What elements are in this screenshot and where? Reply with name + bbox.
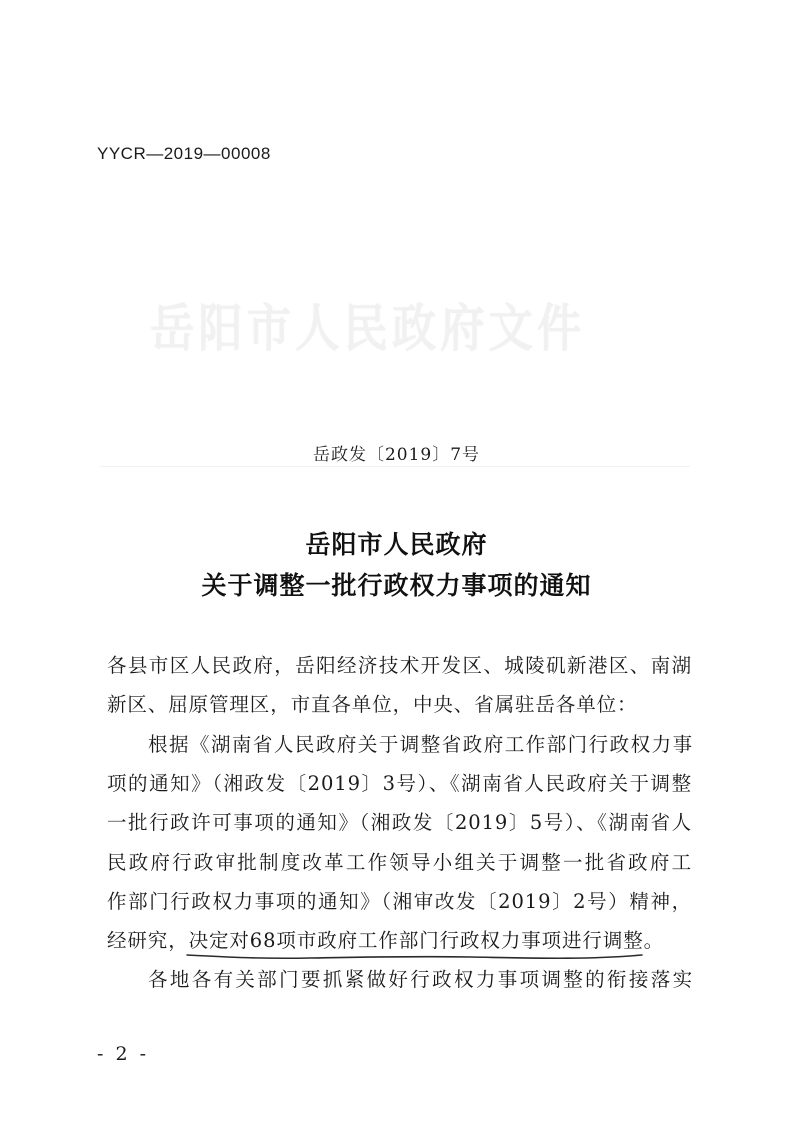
body-line-2: 新区、屈原管理区，市直各单位，中央、省属驻岳各单位： <box>107 693 638 716</box>
page-number: - 2 - <box>97 1043 150 1065</box>
document-title-line-1: 岳阳市人民政府 <box>305 530 488 559</box>
body-line-8-prefix: 经研究， <box>107 929 189 952</box>
body-line-5: 一批行政许可事项的通知》（湘政发〔2019〕5号）、《湖南省人 <box>107 811 692 834</box>
body-line-8 <box>107 925 692 953</box>
handwritten-underline <box>187 950 642 962</box>
body-line-9: 各地各有关部门要抓紧做好行政权力事项调整的衔接落实 <box>148 968 693 991</box>
document-title-line-2: 关于调整一批行政权力事项的通知 <box>201 571 592 600</box>
body-line-4: 项的通知》（湘政发〔2019〕3号）、《湖南省人民政府关于调整 <box>107 772 692 795</box>
body-line-7: 作部门行政权力事项的通知》（湘审改发〔2019〕2号）精神， <box>107 890 692 913</box>
faded-document-header: 岳阳市人民政府文件 <box>150 297 586 359</box>
decision-text: 决定对68项市政府工作部门行政权力事项进行调整 <box>188 929 644 952</box>
body-line-3: 根据《湖南省人民政府关于调整省政府工作部门行政权力事 <box>148 733 693 756</box>
underlined-decision-text <box>189 925 644 953</box>
header-divider <box>100 466 690 467</box>
body-line-1: 各县市区人民政府，岳阳经济技术开发区、城陵矶新港区、南湖 <box>107 654 692 677</box>
body-line-8-suffix: 。 <box>643 929 665 952</box>
document-code: YYCR—2019—00008 <box>97 144 271 163</box>
document-number: 岳政发〔2019〕7号 <box>312 445 481 465</box>
body-line-6: 民政府行政审批制度改革工作领导小组关于调整一批省政府工 <box>107 851 692 874</box>
